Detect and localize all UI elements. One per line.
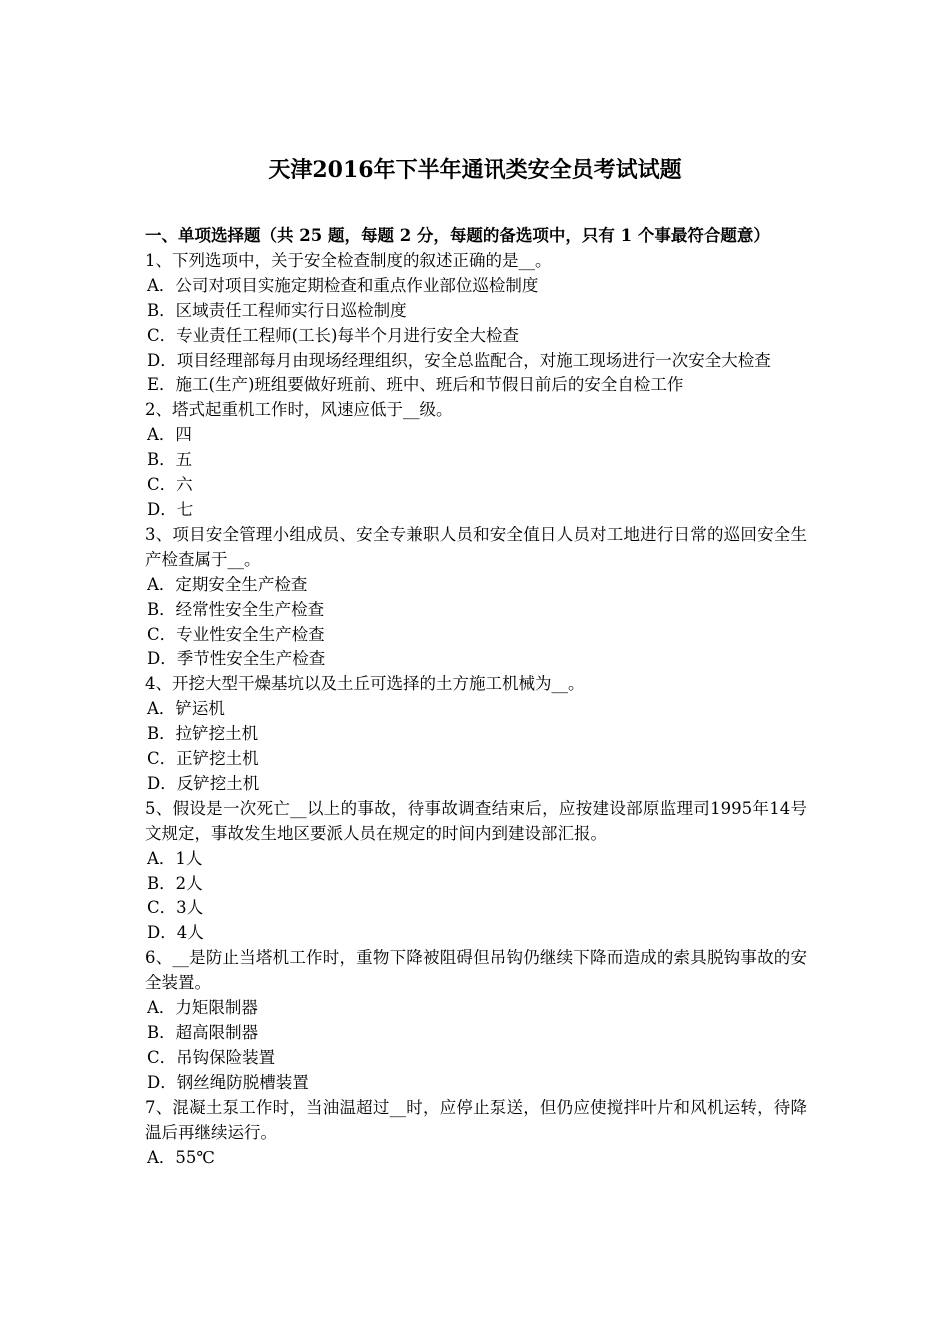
- question-6: [145, 946, 807, 1095]
- question-stem: 4、开挖大型干燥基坑以及土丘可选择的土方施工机械为__。: [145, 674, 585, 694]
- document-body: [145, 224, 807, 1170]
- option-d: D．季节性安全生产检查: [147, 649, 326, 669]
- option-e: E．施工(生产)班组要做好班前、班中、班后和节假日前后的安全自检工作: [147, 375, 684, 395]
- question-stem: 5、假设是一次死亡__以上的事故，待事故调查结束后，应按建设部原监理司1995年14号文规定，事故发生地区要派人员在规定的时间内到建设部汇报。: [145, 798, 807, 843]
- option-a: A．四: [147, 425, 192, 445]
- section-heading: 一、单项选择题（共 25 题，每题 2 分，每题的备选项中，只有 1 个事最符合题意）: [145, 226, 770, 245]
- option-d: D．项目经理部每月由现场经理组织，安全总监配合，对施工现场进行一次安全大检查: [147, 350, 771, 370]
- question-5: [145, 797, 807, 946]
- option-c: C．3人: [147, 898, 204, 918]
- option-b: B．拉铲挖土机: [147, 724, 259, 744]
- question-stem: 6、__是防止当塔机工作时，重物下降被阻碍但吊钩仍继续下降而造成的索具脱钩事故的安全装置。: [145, 948, 807, 993]
- option-a: A．铲运机: [147, 699, 225, 719]
- document-title: 天津2016年下半年通讯类安全员考试试题: [268, 157, 682, 183]
- option-c: C．六: [147, 475, 193, 495]
- question-2: [145, 398, 807, 523]
- option-d: D．钢丝绳防脱槽装置: [147, 1072, 309, 1092]
- option-a: A．55℃: [147, 1147, 215, 1167]
- option-a: A．力矩限制器: [147, 998, 258, 1018]
- question-4: [145, 672, 807, 797]
- option-c: C．专业责任工程师(工长)每半个月进行安全大检查: [147, 325, 519, 345]
- option-b: B．五: [147, 450, 193, 470]
- question-3: [145, 523, 807, 672]
- question-stem: 7、混凝土泵工作时，当油温超过__时，应停止泵送，但仍应使搅拌叶片和风机运转，待降温后再继续运行。: [145, 1097, 807, 1142]
- option-c: C．正铲挖土机: [147, 749, 259, 769]
- question-stem: 1、下列选项中，关于安全检查制度的叙述正确的是__。: [145, 250, 552, 270]
- option-b: B．区域责任工程师实行日巡检制度: [147, 300, 407, 320]
- option-b: B．经常性安全生产检查: [147, 599, 325, 619]
- option-d: D．反铲挖土机: [147, 773, 260, 793]
- question-7: [145, 1096, 807, 1171]
- option-d: D．4人: [147, 923, 204, 943]
- option-c: C．吊钩保险装置: [147, 1047, 276, 1067]
- option-c: C．专业性安全生产检查: [147, 624, 325, 644]
- question-stem: 2、塔式起重机工作时，风速应低于__级。: [145, 400, 453, 420]
- option-b: B．2人: [147, 873, 203, 893]
- option-a: A．定期安全生产检查: [147, 574, 308, 594]
- question-stem: 3、项目安全管理小组成员、安全专兼职人员和安全值日人员对工地进行日常的巡回安全生产检查属于__。: [145, 524, 807, 569]
- question-1: [145, 249, 807, 398]
- option-b: B．超高限制器: [147, 1023, 259, 1042]
- option-d: D．七: [147, 499, 194, 519]
- option-a: A．1人: [147, 848, 203, 868]
- option-a: A．公司对项目实施定期检查和重点作业部位巡检制度: [147, 275, 539, 295]
